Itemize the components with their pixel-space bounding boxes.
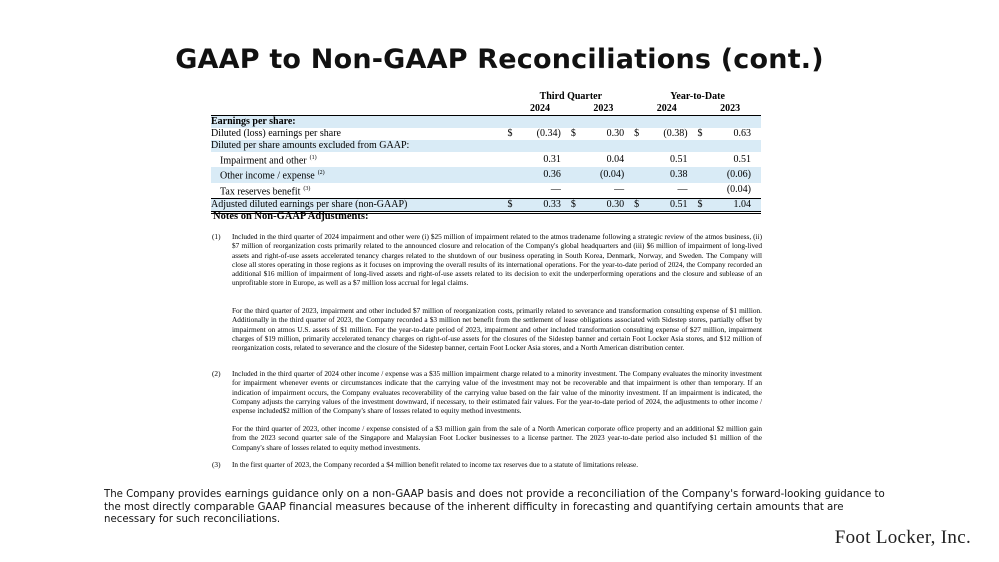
year-col-1: 2024: [530, 103, 551, 114]
currency-symbol: $: [570, 128, 576, 139]
cell-value: (0.38): [663, 128, 688, 139]
year-col-2: 2023: [593, 103, 614, 114]
table-row-impairment: [211, 152, 761, 167]
cell-value: 0.04: [606, 153, 625, 165]
note-text: Included in the third quarter of 2024 other income / expense was a $35 million impairment charge related to a minority investment. The Company evaluates the minority investment for impairment whenever events or circumstances indicate that the carrying value of the investment may not be recoverable and that impairment is other than temporary. If an indication of impairment occurs, the Company evaluates recoverability of the carrying value based on the fair value of the minority investment. If an impairment is indicated, the Company adjusts the carrying values of the investment downward, if necessary, to their estimated fair values. For the year-to-date period of 2024, the adjustments to other income / expense included$2 million of the Company's share of losses related to equity method investments.: [232, 369, 762, 416]
cell-value: 1.04: [709, 198, 761, 212]
footnote-ref: (3): [303, 185, 311, 192]
year-col-3: 2024: [656, 103, 677, 114]
currency-symbol: $: [698, 198, 710, 212]
row-label: Diluted per share amounts excluded from GAAP:: [211, 140, 761, 152]
year-col-4: 2023: [720, 103, 741, 114]
period-year-to-date: Year-to-Date: [670, 91, 725, 102]
note-number: (1): [212, 232, 221, 241]
cell-value: —: [550, 184, 561, 196]
cell-value: (0.34): [536, 128, 561, 139]
note-text: For the third quarter of 2023, other income / expense consisted of a $3 million gain from the sale of a North American corporate office property and an additional $2 million gain from the 2023 second quarter sale of the Singapore and Malaysian Foot Locker businesses to a license partner. The 2023 year-to-date period also included $1 million of the Company's share of losses related to equity method investments.: [232, 424, 762, 452]
guidance-disclaimer: The Company provides earnings guidance only on a non-GAAP basis and does not provide a reconciliation of the Company's forward-looking guidance to the most directly comparable GAAP financial measures because of the inherent difficulty in forecasting and quantifying certain amounts that are necessary for such reconciliations.: [104, 489, 885, 526]
currency-symbol: $: [507, 198, 519, 212]
row-label: Adjusted diluted earnings per share (non-GAAP): [211, 198, 507, 212]
cell-value: 0.51: [733, 153, 751, 165]
note-2-paragraph-1: [212, 369, 762, 415]
row-label-cell: [211, 152, 507, 167]
currency-symbol: $: [507, 128, 513, 139]
cell-value: 0.33: [519, 198, 571, 212]
notes-title: Notes on Non-GAAP Adjustments:: [213, 211, 369, 222]
row-label-cell: [211, 183, 507, 199]
foot-locker-logo: Foot Locker, Inc.: [834, 527, 971, 548]
note-text: Included in the third quarter of 2024 impairment and other were (i) $25 million of impairment related to the atmos tradename following a strategic review of the atmos business, (ii) $7 million of reorganization costs primarily related to the announced closure and relocation of the Company's global headquarters and (iii) $6 million of impairment of long-lived assets and right-of-use assets accelerated tenancy charges related to the shutdown of our business operating in South Korea, Denmark, Norway, and Sweden. The Company will close all stores operating in those regions as it focuses on improving the overall results of its international operations. For the year-to-date period of 2024, the Company recorded an additional $16 million of impairment of long-lived assets and right-of-use assets related to its decision to exit the underperforming operations and the closure and sublease of an unprofitable store in Europe, as well as a $7 million loss accrual for legal claims.: [232, 232, 762, 288]
row-label-cell: [211, 167, 507, 182]
period-third-quarter: Third Quarter: [539, 91, 603, 102]
table-row-other-income: [211, 167, 761, 182]
row-label: Other income / expense: [220, 170, 315, 182]
section-row-eps: [211, 116, 761, 129]
page-title: GAAP to Non-GAAP Reconciliations (cont.): [175, 44, 824, 75]
cell-value: —: [614, 184, 625, 196]
cell-value: 0.51: [670, 153, 688, 165]
cell-value: 0.31: [543, 153, 561, 165]
note-1-paragraph-1: [212, 232, 762, 288]
footnote-ref: (2): [317, 170, 325, 177]
currency-symbol: $: [634, 198, 646, 212]
cell-value: 0.36: [519, 167, 571, 182]
cell-value: (0.04): [726, 184, 751, 196]
cell-value: —: [677, 184, 688, 196]
cell-value: 0.63: [733, 128, 751, 139]
cell-value: 0.30: [583, 198, 635, 212]
reconciliation-table: [211, 91, 761, 214]
note-2-paragraph-2: [212, 424, 762, 452]
cell-value: 0.51: [646, 198, 698, 212]
cell-value: (0.04): [583, 167, 635, 182]
row-label: Tax reserves benefit: [220, 185, 301, 197]
section-label: Earnings per share:: [211, 116, 761, 129]
note-3: [212, 460, 762, 469]
period-header-row: [211, 91, 761, 103]
cell-value: 0.38: [646, 167, 698, 182]
row-label: Diluted (loss) earnings per share: [211, 128, 341, 139]
cell-value: 0.30: [606, 128, 625, 139]
note-1-paragraph-2: [212, 306, 762, 352]
note-number: (2): [212, 369, 221, 378]
currency-symbol: $: [571, 198, 583, 212]
row-label: Impairment and other: [220, 155, 307, 167]
table-row-excluded: [211, 140, 761, 152]
year-header-row: [211, 103, 761, 116]
table-row-tax: [211, 183, 761, 199]
note-text: For the third quarter of 2023, impairment and other included $7 million of reorganization costs, primarily related to severance and transformation consulting expense of $1 million. Additionally in the third quarter of 2023, the Company recorded a $3 million net benefit from the settlement of lease obligations associated with Sidestep stores, partially offset by impairment on atmos U.S. assets of $1 million. For the year-to-date period of 2023, impairment and other included transformation consulting expense of $27 million, impairment charges of $19 million, primarily accelerated tenancy charges on right-of-use assets for the closures of the Sidestep banner and certain Foot Locker Asia stores, and $12 million of reorganization costs, related to severance and the closure of the Sidestep banner, certain Foot Locker Asia stores, and a North American distribution center.: [232, 306, 762, 353]
note-text: In the first quarter of 2023, the Company recorded a $4 million benefit related to income tax reserves due to a statute of limitations release.: [232, 460, 639, 469]
cell-value: (0.06): [709, 167, 761, 182]
currency-symbol: $: [634, 128, 640, 139]
note-number: (3): [212, 460, 221, 469]
table-row-diluted: [211, 128, 761, 140]
currency-symbol: $: [697, 128, 703, 139]
footnote-ref: (1): [309, 155, 317, 161]
